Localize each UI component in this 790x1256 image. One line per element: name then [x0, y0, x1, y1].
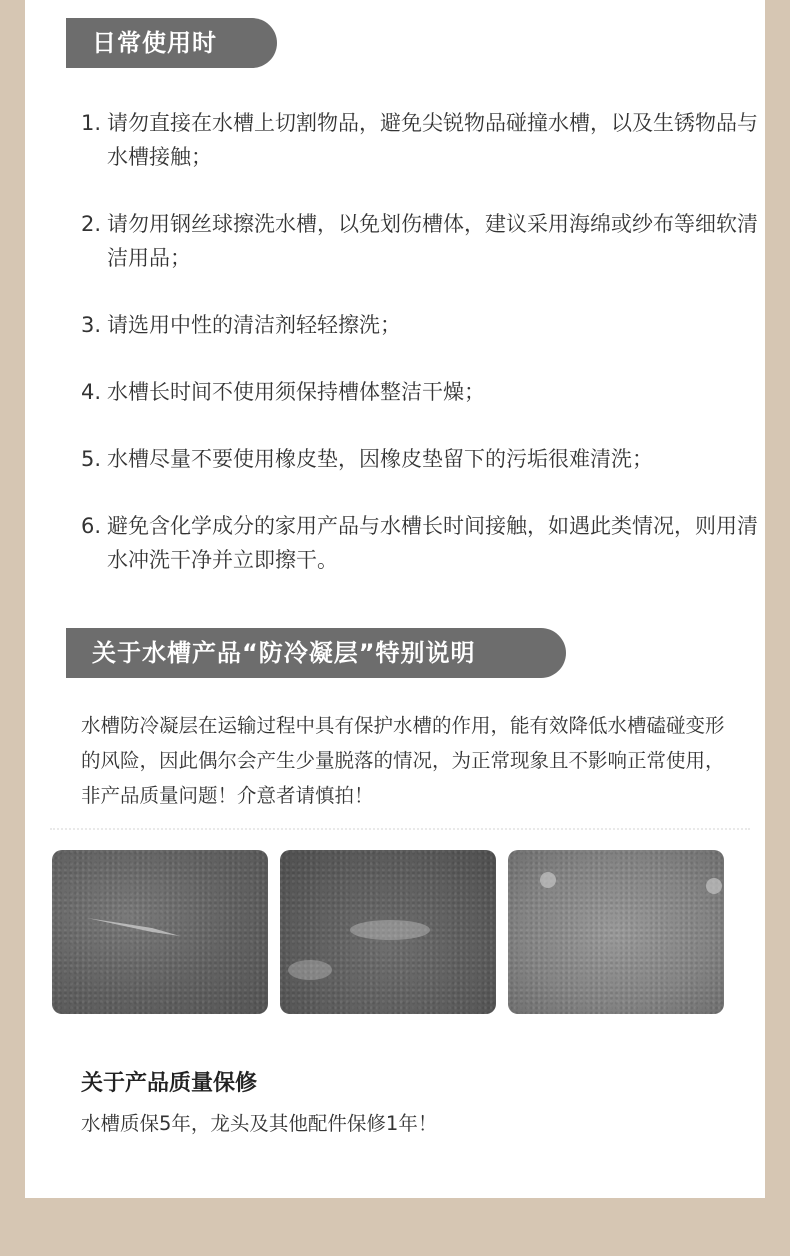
care-item-number: 6.: [81, 514, 102, 538]
care-item-text: 请选用中性的清洁剂轻轻擦洗；: [107, 313, 401, 337]
care-item-text: 请勿用钢丝球擦洗水槽，以免划伤槽体，建议采用海绵或纱布等细软清洁用品；: [107, 212, 758, 270]
content-card: [25, 0, 765, 1198]
coating-photo-1: [52, 850, 268, 1014]
care-list: [81, 106, 761, 610]
coating-photo-3: [508, 850, 724, 1014]
warranty-title: 关于产品质量保修: [81, 1071, 258, 1096]
care-item-text: 水槽尽量不要使用橡皮垫，因橡皮垫留下的污垢很难清洗；: [107, 447, 653, 471]
care-item-number: 1.: [81, 111, 102, 135]
care-item-number: 3.: [81, 313, 102, 337]
care-item-number: 2.: [81, 212, 102, 236]
daily-use-banner: 日常使用时: [66, 18, 277, 68]
care-item: [81, 207, 761, 275]
anti-condensation-note: 水槽防冷凝层在运输过程中具有保护水槽的作用，能有效降低水槽磕碰变形的风险，因此偶尔会产生少量脱落的情况，为正常现象且不影响正常使用，非产品质量问题！介意者请慎拍！: [81, 714, 725, 807]
anti-condensation-banner: 关于水槽产品“防冷凝层”特别说明: [66, 628, 566, 678]
care-item-number: 5.: [81, 447, 102, 471]
care-item-text: 请勿直接在水槽上切割物品，避免尖锐物品碰撞水槽，以及生锈物品与水槽接触；: [107, 111, 758, 169]
care-item: [81, 375, 761, 409]
care-item: [81, 308, 761, 342]
care-item-text: 避免含化学成分的家用产品与水槽长时间接触，如遇此类情况，则用清水冲洗干净并立即擦干。: [107, 514, 758, 572]
warranty-text: 水槽质保5年，龙头及其他配件保修1年！: [81, 1112, 438, 1135]
coating-photo-2: [280, 850, 496, 1014]
care-item-number: 4.: [81, 380, 102, 404]
care-item-text: 水槽长时间不使用须保持槽体整洁干燥；: [107, 380, 485, 404]
care-item: [81, 509, 761, 577]
dotted-divider: [50, 828, 750, 830]
care-item: [81, 442, 761, 476]
care-item: [81, 106, 761, 174]
